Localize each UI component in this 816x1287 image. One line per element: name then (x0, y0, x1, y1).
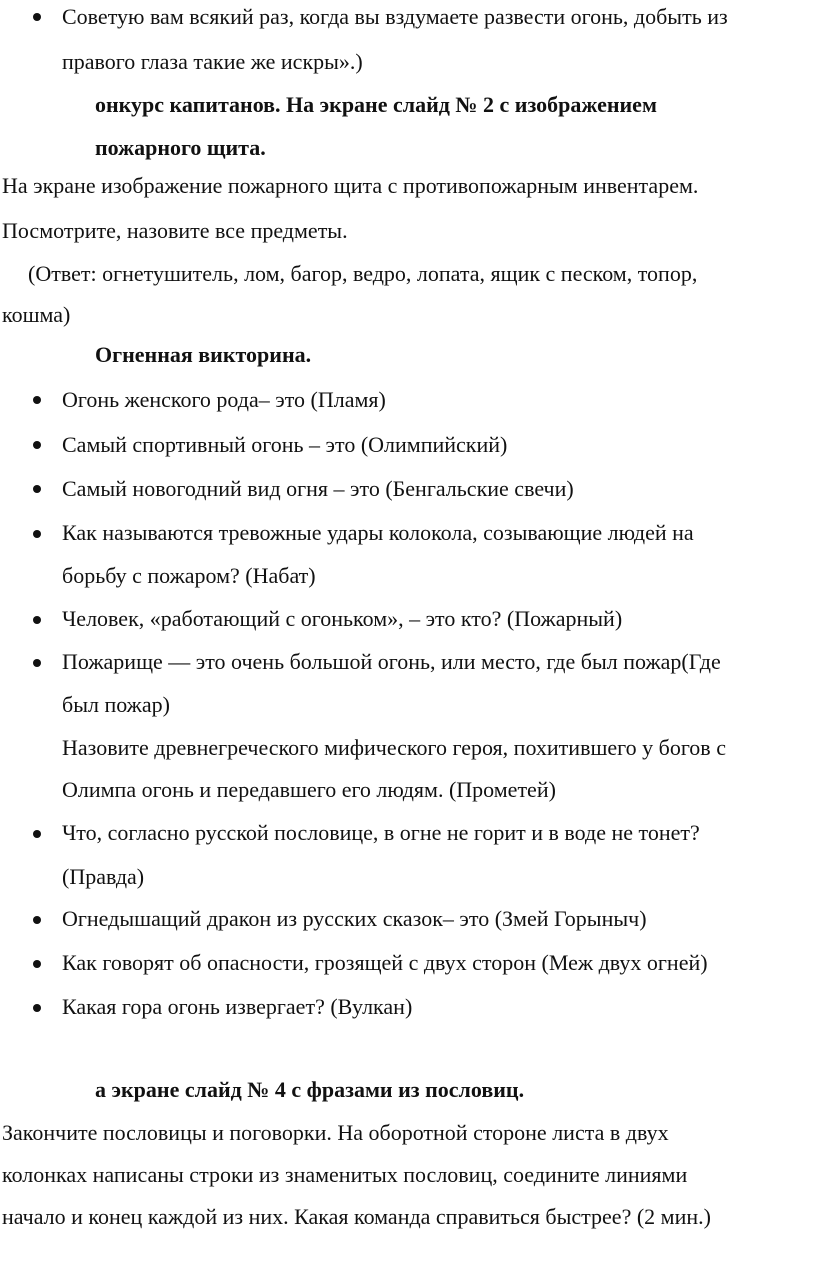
intro-line-2: правого глаза такие же искры».) (62, 49, 363, 74)
captains-heading-line-2: пожарного щита. (95, 135, 266, 160)
bullet-quiz-7 (33, 830, 41, 838)
quiz-item-8: Огнедышащий дракон из русских сказок– это (Змей Горыныч) (62, 906, 647, 931)
captains-heading-line-1: онкурс капитанов. На экране слайд № 2 с изображением (95, 92, 657, 117)
shield-paragraph-line-2: Посмотрите, назовите все предметы. (2, 218, 348, 243)
bullet-quiz-5 (33, 616, 41, 624)
bullet-quiz-2 (33, 441, 41, 449)
shield-paragraph-line-3: (Ответ: огнетушитель, лом, багор, ведро, лопата, ящик с песком, топор, (28, 261, 698, 286)
proverbs-paragraph-line-1: Закончите пословицы и поговорки. На оборотной стороне листа в двух (2, 1120, 669, 1145)
quiz-extra-line-2: Олимпа огонь и передавшего его людям. (Прометей) (62, 777, 556, 802)
bullet-intro (33, 13, 41, 21)
bullet-quiz-1 (33, 396, 41, 404)
proverbs-paragraph-line-3: начало и конец каждой из них. Какая команда справиться быстрее? (2 мин.) (2, 1204, 711, 1229)
quiz-extra-line-1: Назовите древнегреческого мифического героя, похитившего у богов с (62, 735, 726, 760)
quiz-item-6-line-2: был пожар) (62, 692, 170, 717)
proverbs-paragraph-line-2: колонках написаны строки из знаменитых пословиц, соедините линиями (2, 1162, 688, 1187)
shield-paragraph-line-4: кошма) (2, 302, 71, 327)
quiz-item-4-line-2: борьбу с пожаром? (Набат) (62, 563, 316, 588)
bullet-quiz-6 (33, 659, 41, 667)
quiz-item-3: Самый новогодний вид огня – это (Бенгальские свечи) (62, 476, 574, 501)
quiz-item-6-line-1: Пожарище — это очень большой огонь, или место, где был пожар(Где (62, 649, 721, 674)
quiz-item-9: Как говорят об опасности, грозящей с двух сторон (Меж двух огней) (62, 950, 708, 975)
quiz-item-1: Огонь женского рода– это (Пламя) (62, 387, 386, 412)
shield-paragraph-line-1: На экране изображение пожарного щита с противопожарным инвентарем. (2, 173, 699, 198)
bullet-quiz-4 (33, 530, 41, 538)
quiz-item-5: Человек, «работающий с огоньком», – это кто? (Пожарный) (62, 606, 623, 631)
proverbs-heading: а экране слайд № 4 с фразами из пословиц. (95, 1077, 525, 1102)
quiz-item-2: Самый спортивный огонь – это (Олимпийский) (62, 432, 508, 457)
quiz-item-7-line-1: Что, согласно русской пословице, в огне не горит и в воде не тонет? (62, 820, 700, 845)
bullet-quiz-3 (33, 485, 41, 493)
intro-line-1: Советую вам всякий раз, когда вы вздумаете развести огонь, добыть из (62, 4, 728, 29)
bullet-quiz-9 (33, 960, 41, 968)
quiz-item-10: Какая гора огонь извергает? (Вулкан) (62, 994, 413, 1019)
quiz-item-4-line-1: Как называются тревожные удары колокола, созывающие людей на (62, 520, 694, 545)
quiz-item-7-line-2: (Правда) (62, 864, 145, 889)
bullet-quiz-10 (33, 1004, 41, 1012)
bullet-quiz-8 (33, 916, 41, 924)
quiz-heading: Огненная викторина. (95, 342, 312, 367)
